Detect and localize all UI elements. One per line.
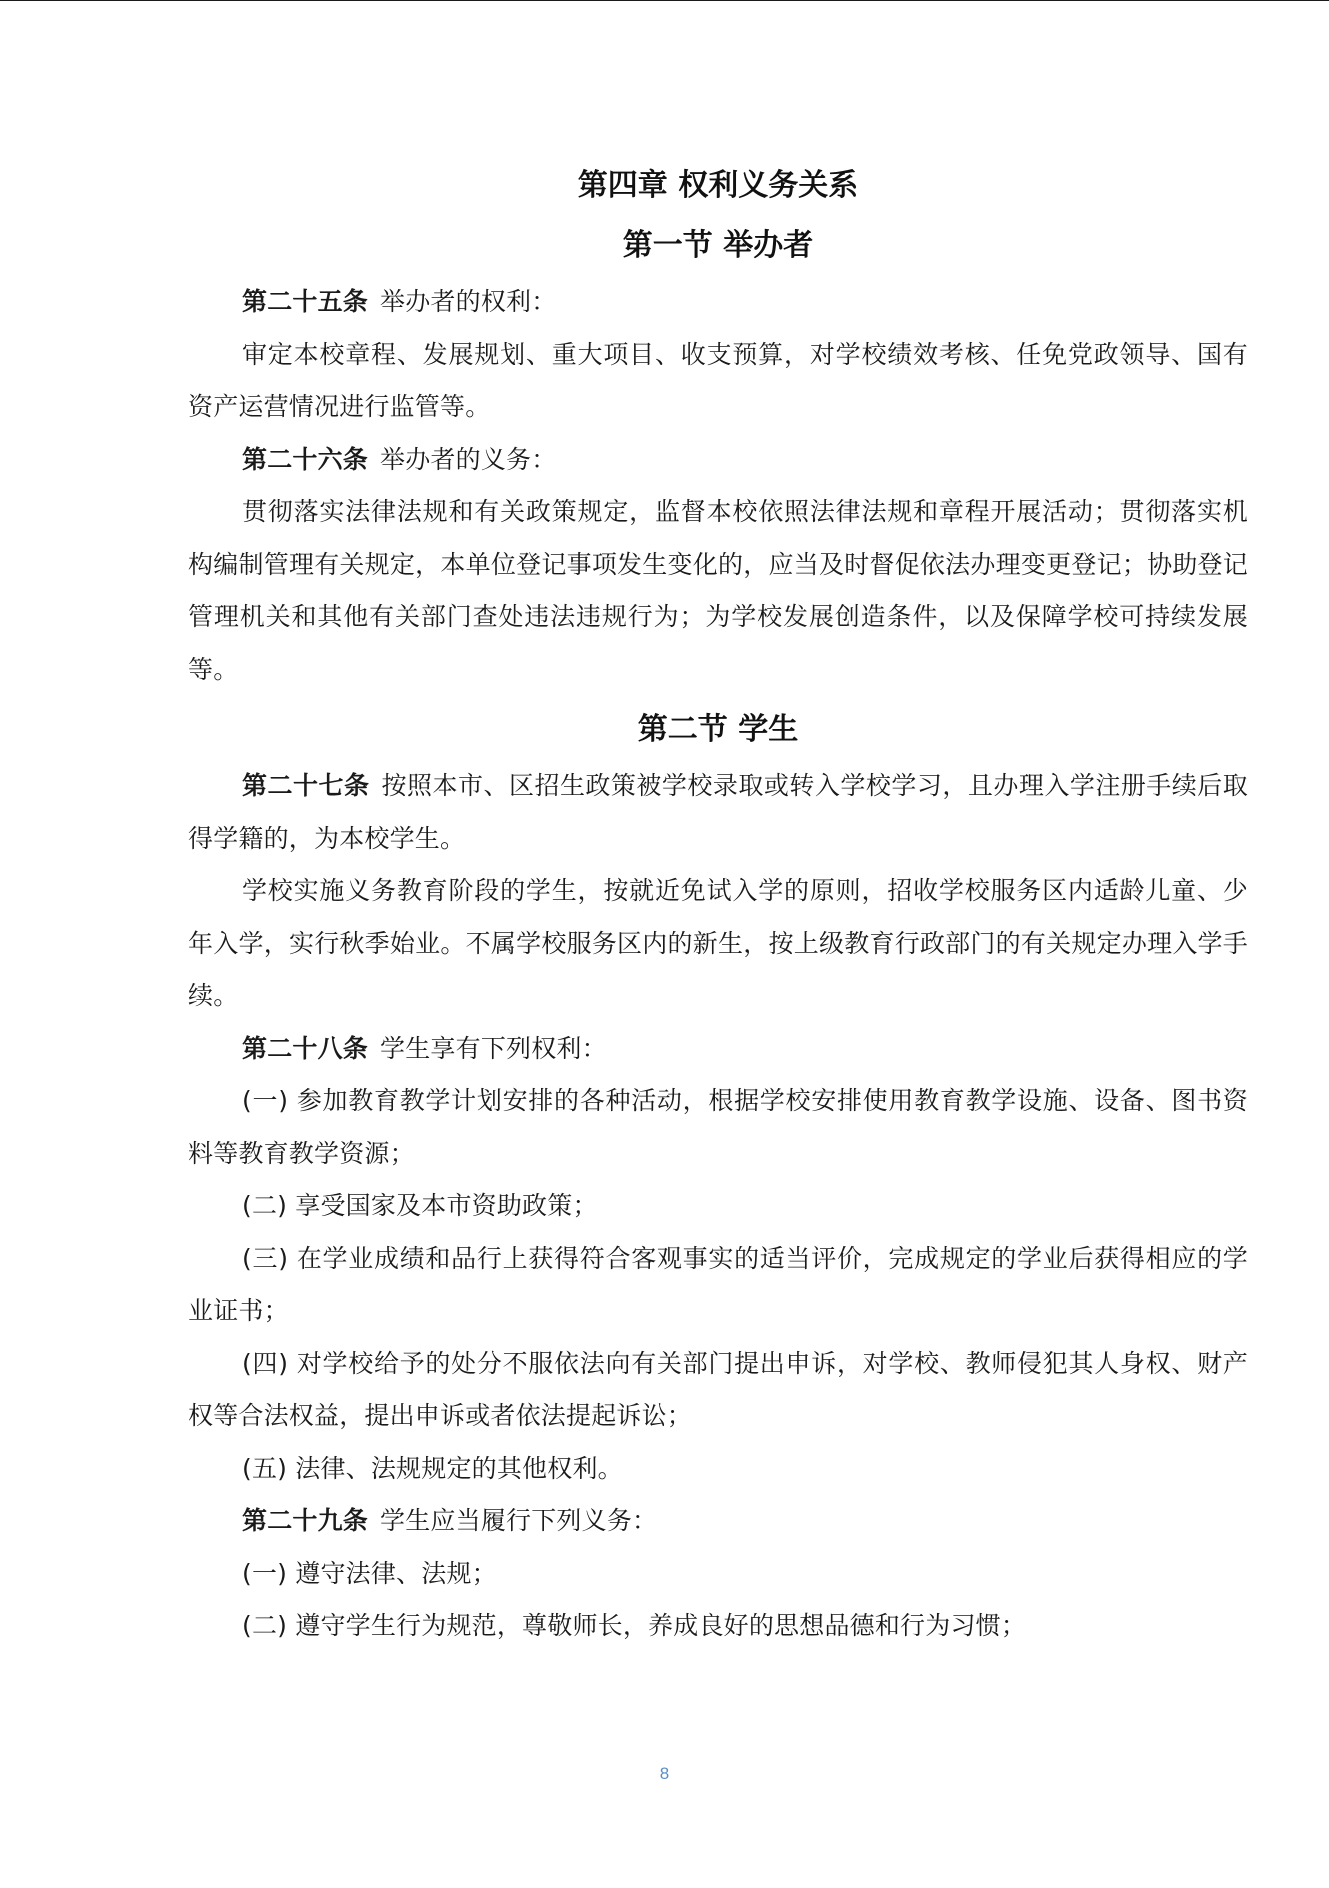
page-number: 8	[659, 1764, 670, 1783]
article-label: 第二十六条	[242, 444, 369, 474]
section-title-organizer: 第一节 举办者	[622, 228, 814, 263]
article-28-item: (五) 法律、法规规定的其他权利。	[242, 1453, 623, 1483]
article-label: 第二十五条	[242, 287, 369, 316]
article-intro: 按照本市、区招生政策被学校录取或转入学校学习，且办理入学注册手续后取得学籍的，为本校学生。	[188, 771, 1248, 853]
article-29-item: (一) 遵守法律、法规；	[242, 1558, 497, 1588]
article-28-item: (一) 参加教育教学计划安排的各种活动，根据学校安排使用教育教学设施、设备、图书资料等教育教学资源；	[188, 1086, 1248, 1168]
article-28-item: (二) 享受国家及本市资助政策；	[242, 1191, 598, 1220]
article-28-item: (三) 在学业成绩和品行上获得符合客观事实的适当评价，完成规定的学业后获得相应的学业证书；	[188, 1243, 1248, 1325]
article-label: 第二十八条	[242, 1033, 369, 1063]
section-title-students: 第二节 学生	[637, 712, 799, 747]
article-26-body: 贯彻落实法律法规和有关政策规定，监督本校依照法律法规和章程开展活动；贯彻落实机构编制管理有关规定，本单位登记事项发生变化的，应当及时督促依法办理变更登记；协助登记管理机关和其他有关部门查处违法违规行为；为学校发展创造条件，以及保障学校可持续发展等。	[188, 497, 1248, 684]
article-29-item: (二) 遵守学生行为规范，尊敬师长，养成良好的思想品德和行为习惯；	[242, 1611, 1027, 1640]
article-26-heading	[188, 434, 1248, 487]
article-intro: 举办者的义务：	[380, 444, 557, 474]
article-intro: 举办者的权利：	[380, 287, 557, 316]
article-intro: 学生享有下列权利：	[380, 1033, 607, 1063]
document-page	[188, 160, 1248, 1653]
article-25-body: 审定本校章程、发展规划、重大项目、收支预算，对学校绩效考核、任免党政领导、国有资产运营情况进行监管等。	[188, 339, 1248, 421]
article-27-body: 学校实施义务教育阶段的学生，按就近免试入学的原则，招收学校服务区内适龄儿童、少年入学，实行秋季始业。不属学校服务区内的新生，按上级教育行政部门的有关规定办理入学手续。	[188, 876, 1248, 1010]
article-29-heading	[188, 1495, 1248, 1548]
article-label: 第二十九条	[242, 1506, 369, 1535]
article-28-heading	[188, 1023, 1248, 1076]
article-28-item: (四) 对学校给予的处分不服依法向有关部门提出申诉，对学校、教师侵犯其人身权、财产权等合法权益，提出申诉或者依法提起诉讼；	[188, 1348, 1248, 1430]
top-border-line	[0, 0, 1329, 1]
article-27-heading	[188, 760, 1248, 865]
article-25-heading	[188, 276, 1248, 329]
article-intro: 学生应当履行下列义务：	[380, 1506, 658, 1535]
article-label: 第二十七条	[242, 771, 370, 800]
chapter-title: 第四章 权利义务关系	[577, 168, 859, 203]
